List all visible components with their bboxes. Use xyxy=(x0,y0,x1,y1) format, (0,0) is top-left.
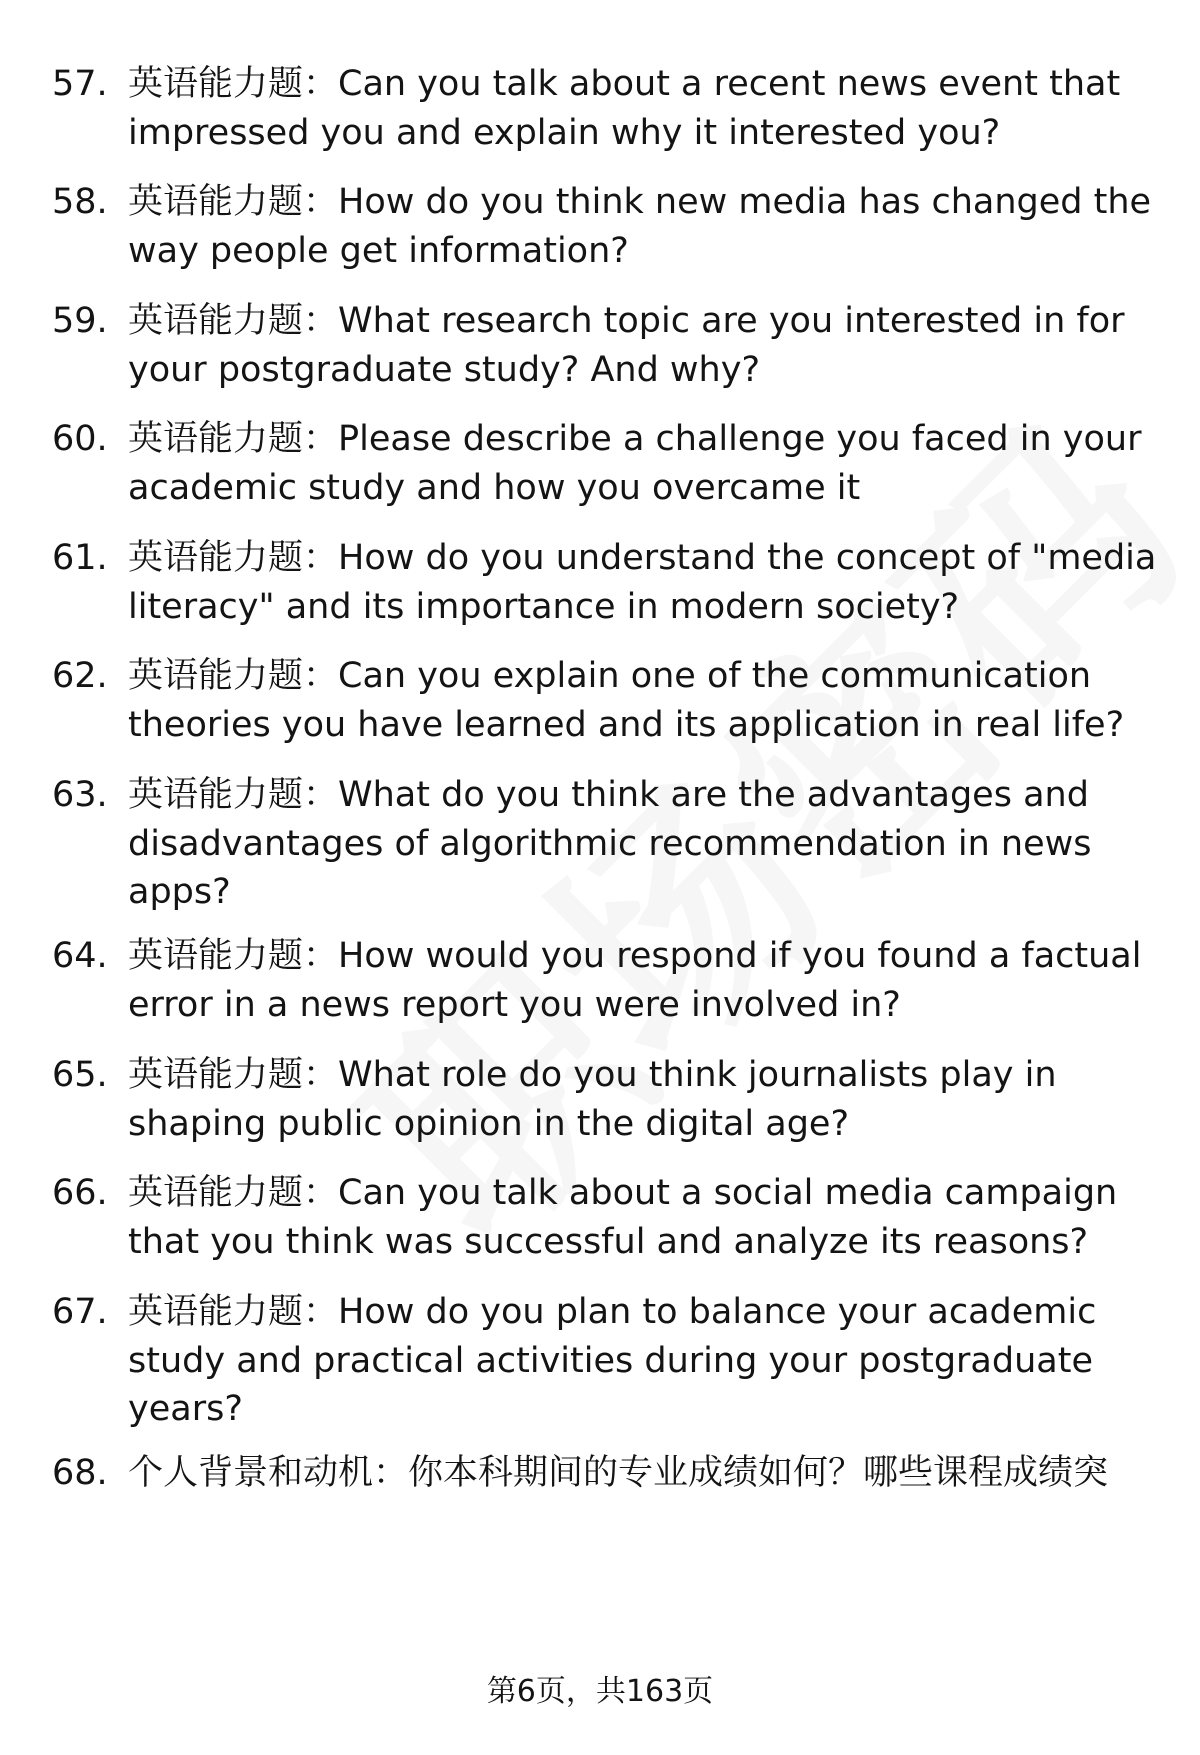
question-text-continued: years? xyxy=(128,1389,243,1429)
question-text: How do you plan to balance your academic xyxy=(338,1292,1097,1332)
question-category: 英语能力题： xyxy=(128,419,339,459)
question-text: Can you explain one of the communication xyxy=(338,656,1092,696)
question-number: 66. xyxy=(52,1173,108,1213)
question-category: 英语能力题： xyxy=(128,1173,339,1213)
question-first-line xyxy=(128,534,1200,583)
question-text: How would you respond if you found a factual xyxy=(338,936,1142,976)
question-body xyxy=(128,297,1200,394)
question-text-continued: way people get information? xyxy=(128,230,629,271)
question-number: 68. xyxy=(52,1453,108,1493)
question-body xyxy=(128,534,1200,631)
question-number: 64. xyxy=(52,936,108,976)
question-category: 英语能力题： xyxy=(128,936,339,976)
question-text: Can you talk about a social media campaign xyxy=(338,1173,1118,1213)
question-category: 英语能力题： xyxy=(128,538,339,578)
question-text: Please describe a challenge you faced in your xyxy=(338,419,1142,459)
question-first-line xyxy=(128,1051,1200,1100)
question-first-line xyxy=(128,652,1200,701)
question-body xyxy=(128,1051,1200,1148)
question-number: 63. xyxy=(52,775,108,815)
question-text-continued: that you think was successful and analyze its reasons? xyxy=(128,1221,1089,1262)
question-number: 60. xyxy=(52,419,108,459)
question-text: What research topic are you interested in for xyxy=(338,301,1125,341)
question-category: 英语能力题： xyxy=(128,182,339,222)
question-number: 58. xyxy=(52,182,108,222)
question-text-continued: theories you have learned and its application in real life? xyxy=(128,704,1125,745)
question-number: 61. xyxy=(52,538,108,578)
question-text-continued: apps? xyxy=(128,872,231,912)
question-text-continued: academic study and how you overcame it xyxy=(128,467,861,508)
question-text-continued: error in a news report you were involved in? xyxy=(128,984,901,1025)
question-first-line xyxy=(128,178,1200,227)
question-category: 英语能力题： xyxy=(128,775,339,815)
page-footer: 第6页，共163页 xyxy=(486,1674,714,1709)
question-text: How do you think new media has changed the xyxy=(338,182,1152,222)
question-text: What do you think are the advantages and xyxy=(338,775,1089,815)
question-body xyxy=(128,415,1200,512)
question-number: 67. xyxy=(52,1292,108,1332)
question-body xyxy=(128,932,1200,1029)
question-body xyxy=(128,652,1200,749)
question-body xyxy=(128,1449,1200,1498)
question-body xyxy=(128,178,1200,275)
question-category: 英语能力题： xyxy=(128,656,339,696)
question-body xyxy=(128,771,1200,917)
question-text: Can you talk about a recent news event that xyxy=(338,64,1121,104)
question-first-line xyxy=(128,932,1200,981)
question-text: What role do you think journalists play in xyxy=(338,1055,1057,1095)
question-category: 英语能力题： xyxy=(128,301,339,341)
question-body xyxy=(128,1288,1200,1434)
question-category: 英语能力题： xyxy=(128,1055,339,1095)
question-text: How do you understand the concept of "media xyxy=(338,538,1157,578)
question-category: 英语能力题： xyxy=(128,1292,339,1332)
question-body xyxy=(128,60,1200,157)
question-text-continued: impressed you and explain why it interested you? xyxy=(128,112,1001,153)
question-first-line xyxy=(128,415,1200,464)
question-text-continued: your postgraduate study? And why? xyxy=(128,349,761,390)
question-body xyxy=(128,1169,1200,1266)
question-text-continued: study and practical activities during your postgraduate xyxy=(128,1340,1093,1381)
question-number: 59. xyxy=(52,301,108,341)
question-first-line xyxy=(128,1449,1200,1498)
question-first-line xyxy=(128,1288,1200,1337)
question-category: 英语能力题： xyxy=(128,64,339,104)
question-text-continued: disadvantages of algorithmic recommendation in news xyxy=(128,823,1092,864)
question-number: 65. xyxy=(52,1055,108,1095)
question-number: 62. xyxy=(52,656,108,696)
question-text-continued: shaping public opinion in the digital age? xyxy=(128,1103,850,1144)
question-text-continued: literacy" and its importance in modern society? xyxy=(128,586,960,627)
question-first-line xyxy=(128,297,1200,346)
question-first-line xyxy=(128,771,1200,820)
question-first-line xyxy=(128,60,1200,109)
question-text: 你本科期间的专业成绩如何？哪些课程成绩突 xyxy=(408,1453,1109,1493)
question-category: 个人背景和动机： xyxy=(128,1453,409,1493)
question-number: 57. xyxy=(52,64,108,104)
question-first-line xyxy=(128,1169,1200,1218)
